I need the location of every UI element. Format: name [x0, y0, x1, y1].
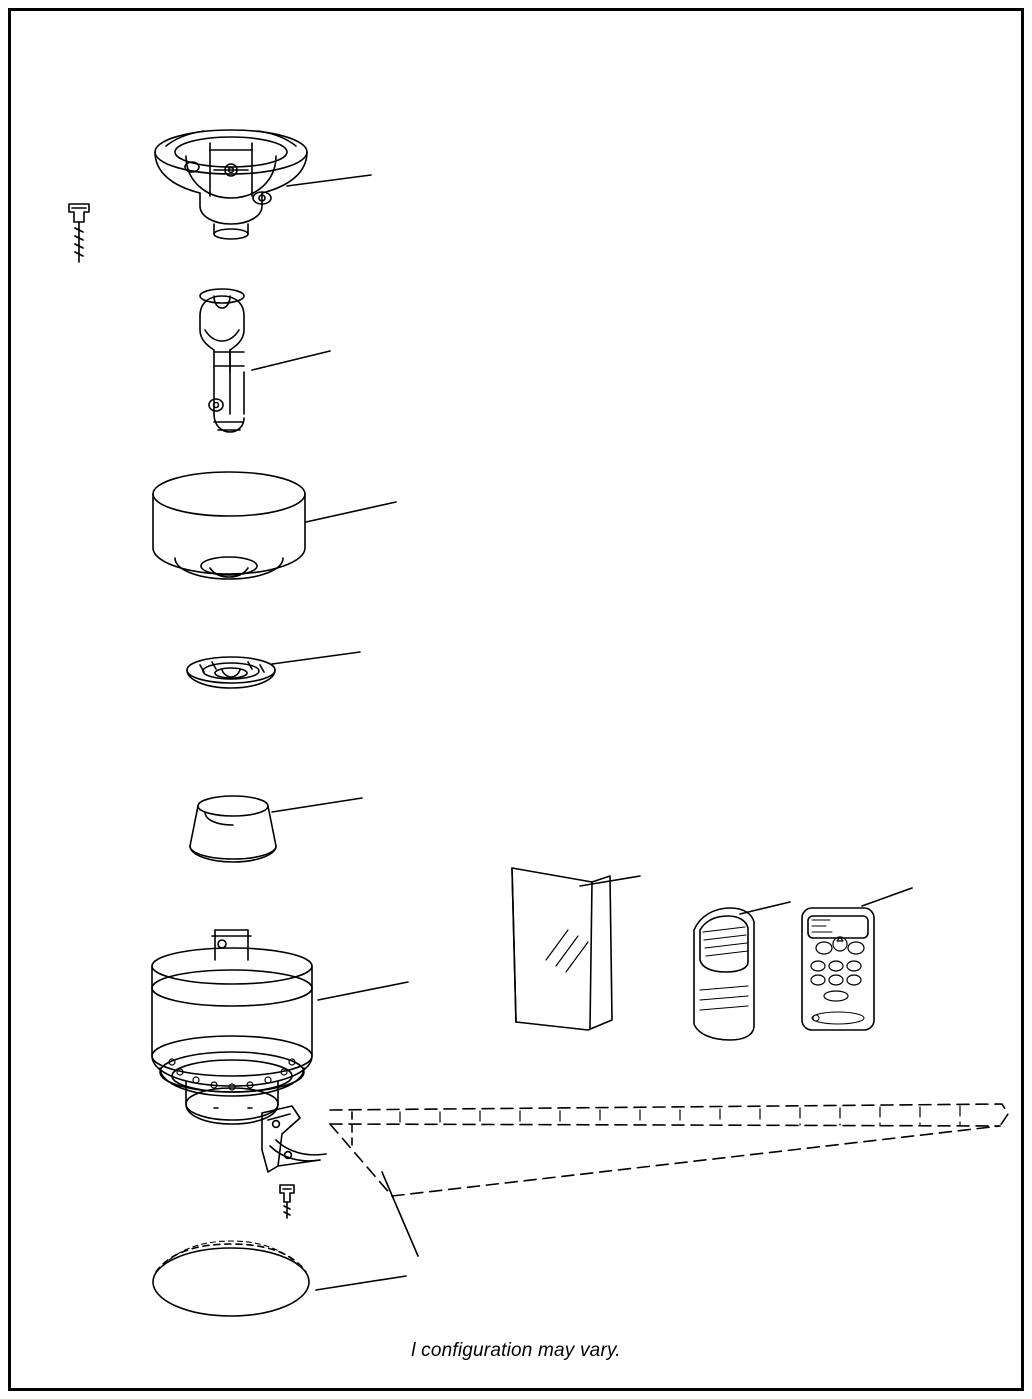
- mounting-screw-part: [69, 204, 89, 262]
- canopy-part: [153, 472, 305, 579]
- remote-control-part: [802, 908, 874, 1030]
- leader-coupling-cover: [272, 798, 362, 812]
- fan-blade-part: [330, 1104, 1008, 1196]
- leader-downrod: [252, 351, 330, 370]
- glass-shade-part: [512, 868, 612, 1030]
- figure-caption: l configuration may vary.: [411, 1340, 621, 1361]
- leader-canopy: [306, 502, 396, 522]
- motor-housing-part: [152, 930, 312, 1124]
- blade-screw-part: [280, 1185, 294, 1218]
- blade-iron-part: [262, 1106, 326, 1172]
- coupling-cover-part: [190, 796, 276, 862]
- leader-light-kit-cover: [316, 1276, 406, 1290]
- leader-motor-housing: [318, 982, 408, 1000]
- remote-receiver-part: [694, 908, 754, 1040]
- mounting-bracket-part: [155, 130, 307, 239]
- light-kit-cover-part: [153, 1241, 309, 1316]
- leader-remote-receiver: [740, 902, 790, 914]
- downrod-assembly-part: [200, 289, 244, 432]
- leader-mounting-bracket: [287, 175, 371, 186]
- leader-remote-control: [862, 888, 912, 906]
- leader-blade-iron-2: [382, 1172, 418, 1256]
- canopy-trim-ring-part: [187, 657, 275, 688]
- leader-trim-ring: [272, 652, 360, 664]
